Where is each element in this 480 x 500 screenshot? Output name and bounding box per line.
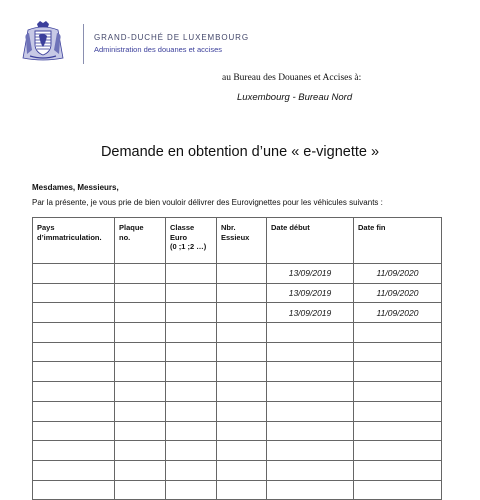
table-cell-country (33, 401, 115, 421)
table-cell-end-date (354, 441, 442, 461)
table-cell-country (33, 303, 115, 323)
intro-paragraph: Par la présente, je vous prie de bien vouloir délivrer des Eurovignettes pour les véhicules suivants : (32, 198, 383, 207)
table-cell-euro-class (166, 421, 217, 441)
table-row (33, 303, 442, 323)
table-cell-plate (115, 441, 166, 461)
column-header-plate (115, 218, 166, 264)
table-cell-country (33, 283, 115, 303)
table-cell-euro-class (166, 323, 217, 343)
vehicle-table (32, 217, 442, 500)
table-cell-country (33, 421, 115, 441)
table-cell-start-date (267, 480, 354, 500)
table-cell-axles (217, 441, 267, 461)
org-name: GRAND-DUCHÉ DE LUXEMBOURG (94, 33, 249, 42)
document-title: Demande en obtention d’une « e-vignette » (100, 144, 380, 160)
table-cell-start-date (267, 460, 354, 480)
table-cell-end-date (354, 342, 442, 362)
table-header-row (33, 218, 442, 264)
table-cell-plate (115, 303, 166, 323)
table-cell-euro-class (166, 342, 217, 362)
table-cell-start-date (267, 382, 354, 402)
table-body (33, 264, 442, 500)
table-cell-country (33, 342, 115, 362)
table-row (33, 460, 442, 480)
table-cell-euro-class (166, 441, 217, 461)
table-cell-axles (217, 283, 267, 303)
table-cell-country (33, 460, 115, 480)
column-header-euro-class (166, 218, 217, 264)
table-cell-start-date: 13/09/2019 (267, 283, 354, 303)
table-cell-country (33, 264, 115, 284)
table-cell-euro-class (166, 480, 217, 500)
table-cell-end-date (354, 401, 442, 421)
table-cell-euro-class (166, 382, 217, 402)
table-cell-plate (115, 421, 166, 441)
column-header-line: Euro (170, 232, 188, 242)
table-cell-start-date (267, 362, 354, 382)
table-cell-start-date (267, 323, 354, 343)
table-cell-end-date (354, 480, 442, 500)
column-header-country (33, 218, 115, 264)
recipient-line: au Bureau des Douanes et Accises à: (222, 73, 362, 83)
table-cell-end-date: 11/09/2020 (354, 264, 442, 284)
letterhead-divider (83, 24, 84, 64)
recipient-office: Luxembourg - Bureau Nord (237, 92, 353, 103)
table-cell-start-date (267, 342, 354, 362)
table-row (33, 362, 442, 382)
table-cell-axles (217, 421, 267, 441)
table-row (33, 480, 442, 500)
table-row (33, 342, 442, 362)
table-cell-country (33, 323, 115, 343)
column-header-line: Pays (37, 223, 55, 232)
column-header-line: (0 ;1 ;2 …) (170, 242, 207, 251)
table-cell-axles (217, 480, 267, 500)
table-cell-plate (115, 382, 166, 402)
column-header-end-date (354, 218, 442, 264)
table-cell-end-date (354, 460, 442, 480)
table-cell-euro-class (166, 303, 217, 323)
column-header-line: no. (119, 232, 131, 242)
column-header-line: Plaque (119, 223, 144, 232)
table-cell-country (33, 382, 115, 402)
coat-of-arms-icon (20, 20, 66, 62)
table-cell-country (33, 480, 115, 500)
column-header-axles (217, 218, 267, 264)
table-cell-end-date (354, 362, 442, 382)
table-cell-start-date: 13/09/2019 (267, 303, 354, 323)
table-cell-plate (115, 283, 166, 303)
table-cell-end-date (354, 382, 442, 402)
table-cell-start-date (267, 401, 354, 421)
table-cell-axles (217, 401, 267, 421)
table-cell-end-date (354, 421, 442, 441)
column-header-start-date (267, 218, 354, 264)
letterhead (20, 20, 320, 66)
table-cell-axles (217, 264, 267, 284)
table-cell-plate (115, 401, 166, 421)
column-header-line: Date début (271, 223, 310, 232)
column-header-line: d’immatriculation. (37, 232, 102, 242)
table-row (33, 441, 442, 461)
table-cell-plate (115, 342, 166, 362)
table-cell-plate (115, 323, 166, 343)
salutation: Mesdames, Messieurs, (32, 183, 119, 192)
table-cell-end-date (354, 323, 442, 343)
table-cell-end-date: 11/09/2020 (354, 283, 442, 303)
table-cell-plate (115, 460, 166, 480)
table-cell-plate (115, 264, 166, 284)
table-cell-euro-class (166, 401, 217, 421)
table-cell-axles (217, 362, 267, 382)
table-cell-euro-class (166, 283, 217, 303)
table-cell-euro-class (166, 362, 217, 382)
table-cell-axles (217, 460, 267, 480)
table-cell-plate (115, 480, 166, 500)
table-cell-end-date: 11/09/2020 (354, 303, 442, 323)
table-cell-euro-class (166, 264, 217, 284)
table-cell-plate (115, 362, 166, 382)
table-row (33, 382, 442, 402)
table-cell-euro-class (166, 460, 217, 480)
table-cell-start-date: 13/09/2019 (267, 264, 354, 284)
department-name: Administration des douanes et accises (94, 45, 222, 54)
table-row (33, 264, 442, 284)
table-row (33, 401, 442, 421)
table-cell-axles (217, 342, 267, 362)
table-cell-start-date (267, 441, 354, 461)
table-cell-country (33, 441, 115, 461)
table-row (33, 283, 442, 303)
table-cell-axles (217, 382, 267, 402)
column-header-line: Essieux (221, 232, 250, 242)
column-header-line: Date fin (358, 223, 386, 232)
table-cell-country (33, 362, 115, 382)
table-cell-axles (217, 323, 267, 343)
table-cell-start-date (267, 421, 354, 441)
table-row (33, 421, 442, 441)
table-row (33, 323, 442, 343)
column-header-line: Classe (170, 223, 195, 232)
table-cell-axles (217, 303, 267, 323)
column-header-line: Nbr. (221, 223, 236, 232)
